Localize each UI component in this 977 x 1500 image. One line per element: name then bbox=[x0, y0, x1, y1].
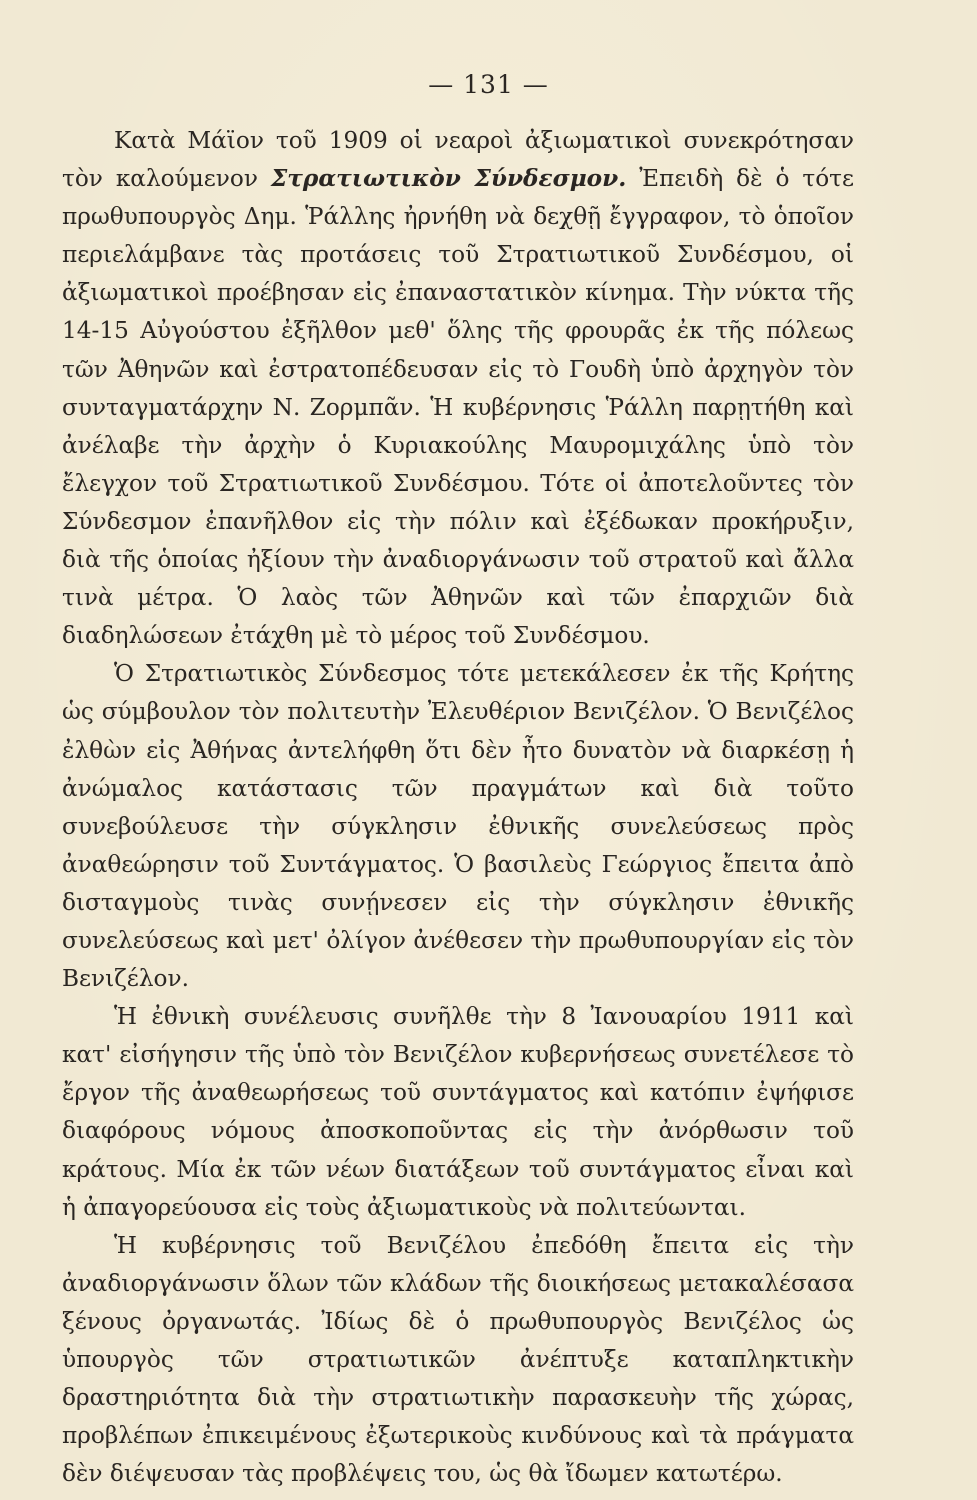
paragraph-military-league bbox=[62, 122, 854, 655]
emphasized-term: Στρατιωτικὸν Σύνδεσμον. bbox=[270, 165, 627, 193]
paragraph-text-start: Κατὰ Μάϊον τοῦ 1909 οἱ νεαροὶ ἀξιωματικοὶ συνεκρότησαν τὸν καλούμενον bbox=[62, 127, 854, 193]
paragraph-venizelos-invited: Ὁ Στρατιωτικὸς Σύνδεσμος τότε μετεκάλεσεν ἐκ τῆς Κρήτης ὡς σύμβουλον τὸν πολιτευτὴν Ἐλευθέριον Βενιζέλον. Ὁ Βενιζέλος ἐλθὼν εἰς Ἀθήνας ἀντελήφθη ὅτι δὲν ἦτο δυνατὸν νὰ διαρκέσῃ ἡ ἀνώμαλος κατάστασις τῶν πραγμάτων καὶ διὰ τοῦτο συνεβούλευσε τὴν σύγκλησιν ἐθνικῆς συνελεύσεως πρὸς ἀναθεώρησιν τοῦ Συντάγματος. Ὁ βασιλεὺς Γεώργιος ἔπειτα ἀπὸ δισταγμοὺς τινὰς συνῄνεσεν εἰς τὴν σύγκλησιν ἐθνικῆς συνελεύσεως καὶ μετ' ὀλίγον ἀνέθεσεν τὴν πρωθυπουργίαν εἰς τὸν Βενιζέλον. bbox=[62, 660, 854, 993]
page-number: — 131 — bbox=[428, 70, 549, 99]
paragraph-text-rest: Ἐπειδὴ δὲ ὁ τότε πρωθυπουργὸς Δημ. Ῥάλλης ἠρνήθη νὰ δεχθῇ ἔγγραφον, τὸ ὁποῖον περιελάμβανε τὰς προτάσεις τοῦ Στρατιωτικοῦ Συνδέσμου, οἱ ἀξιωματικοὶ προέβησαν εἰς ἐπαναστατικὸν κίνημα. Τὴν νύκτα τῆς 14-15 Αὐγούστου ἐξῆλθον μεθ' ὅλης τῆς φρουρᾶς ἐκ τῆς πόλεως τῶν Ἀθηνῶν καὶ ἐστρατοπέδευσαν εἰς τὸ Γουδὴ ὑπὸ ἀρχηγὸν τὸν συνταγματάρχην Ν. Ζορμπᾶν. Ἡ κυβέρνησις Ῥάλλη παρῃτήθη καὶ ἀνέλαβε τὴν ἀρχὴν ὁ Κυριακούλης Μαυρομιχάλης ὑπὸ τὸν ἔλεγχον τοῦ Στρατιωτικοῦ Συνδέσμου. Τότε οἱ ἀποτελοῦντες τὸν Σύνδεσμον ἐπανῆλθον εἰς τὴν πόλιν καὶ ἐξέδωκαν προκήρυξιν, διὰ τῆς ὁποίας ἠξίουν τὴν ἀναδιοργάνωσιν τοῦ στρατοῦ καὶ ἄλλα τινὰ μέτρα. Ὁ λαὸς τῶν Ἀθηνῶν καὶ τῶν ἐπαρχιῶν διὰ διαδηλώσεων ἐτάχθη μὲ τὸ μέρος τοῦ Συνδέσμου. bbox=[62, 165, 855, 650]
paragraph-national-assembly: Ἡ ἐθνικὴ συνέλευσις συνῆλθε τὴν 8 Ἰανουαρίου 1911 καὶ κατ' εἰσήγησιν τῆς ὑπὸ τὸν Βενιζέλον κυβερνήσεως συνετέλεσε τὸ ἔργον τῆς ἀναθεωρήσεως τοῦ συντάγματος καὶ κατόπιν ἐψήφισε διαφόρους νόμους ἀποσκοποῦντας εἰς τὴν ἀνόρθωσιν τοῦ κράτους. Μία ἐκ τῶν νέων διατάξεων τοῦ συντάγματος εἶναι καὶ ἡ ἀπαγορεύουσα εἰς τοὺς ἀξιωματικοὺς νὰ πολιτεύωνται. bbox=[62, 1003, 854, 1221]
paragraph-reorganization: Ἡ κυβέρνησις τοῦ Βενιζέλου ἐπεδόθη ἔπειτα εἰς τὴν ἀναδιοργάνωσιν ὅλων τῶν κλάδων τῆς διοικήσεως μετακαλέσασα ξένους ὀργανωτάς. Ἰδίως δὲ ὁ πρωθυπουργὸς Βενιζέλος ὡς ὑπουργὸς τῶν στρατιωτικῶν ἀνέπτυξε καταπληκτικὴν δραστηριότητα διὰ τὴν στρατιωτικὴν παρασκευὴν τῆς χώρας, προβλέπων ἐπικειμένους ἐξωτερικοὺς κινδύνους καὶ τὰ πράγματα δὲν διέψευσαν τὰς προβλέψεις του, ὡς θὰ ἴδωμεν κατωτέρω. bbox=[62, 1231, 854, 1488]
body-text bbox=[62, 122, 854, 1493]
